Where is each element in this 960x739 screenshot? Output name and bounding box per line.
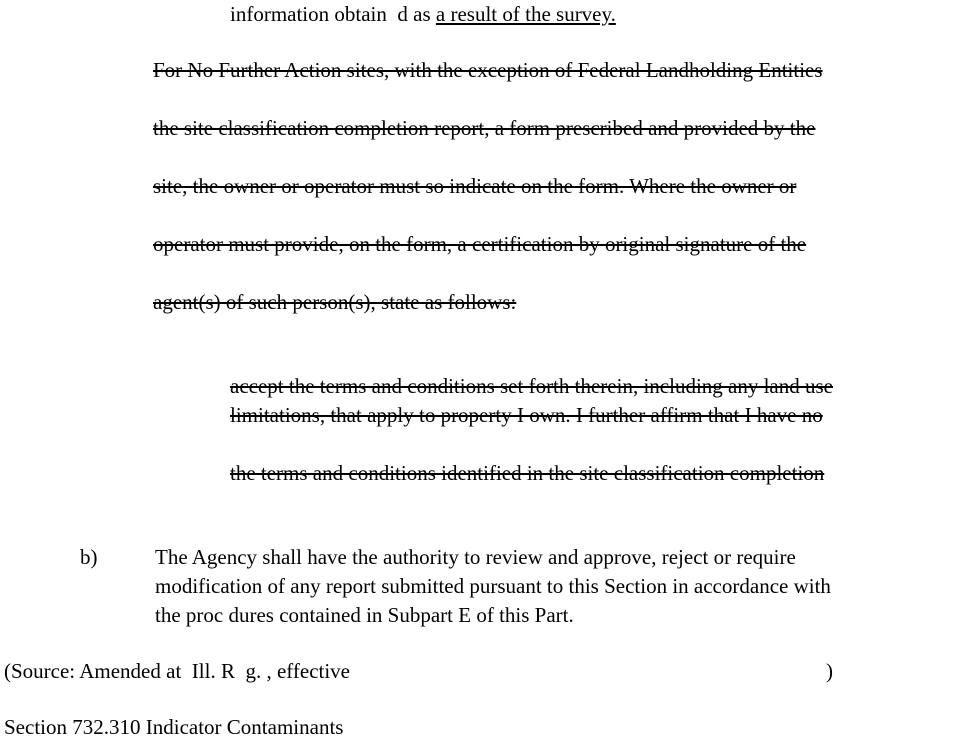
struck-line: site, the owner or operator must so indicate on the form. Where the owner or (153, 174, 797, 198)
struck-quote-line: the terms and conditions identified in the site classification completion (230, 461, 825, 485)
item-b-line: The Agency shall have the authority to review and approve, reject or require (155, 545, 796, 569)
source-note-close: ) (826, 659, 833, 683)
top-fragment (230, 4, 616, 25)
section-heading: Section 732.310 Indicator Contaminants (4, 715, 344, 739)
struck-line: operator must provide, on the form, a certification by original signature of the (153, 232, 807, 256)
struck-line: agent(s) of such person(s), state as follows: (153, 290, 517, 314)
item-b-line: modification of any report submitted pursuant to this Section in accordance with (155, 574, 831, 598)
top-fragment-text: information obtain d as (230, 2, 436, 26)
struck-line: For No Further Action sites, with the exception of Federal Landholding Entities (153, 58, 823, 82)
source-note-text: (Source: Amended at Ill. R g. , effective (4, 659, 351, 683)
item-b-line: the proc dures contained in Subpart E of this Part. (155, 603, 574, 627)
item-b-label: b) (80, 545, 98, 569)
struck-quote-line: limitations, that apply to property I own. I further affirm that I have no (230, 403, 823, 427)
struck-line: the site classification completion report, a form prescribed and provided by the (153, 116, 816, 140)
top-fragment-underlined: a result of the survey. (435, 2, 616, 26)
struck-quote-line: accept the terms and conditions set forth therein, including any land use (230, 374, 833, 398)
